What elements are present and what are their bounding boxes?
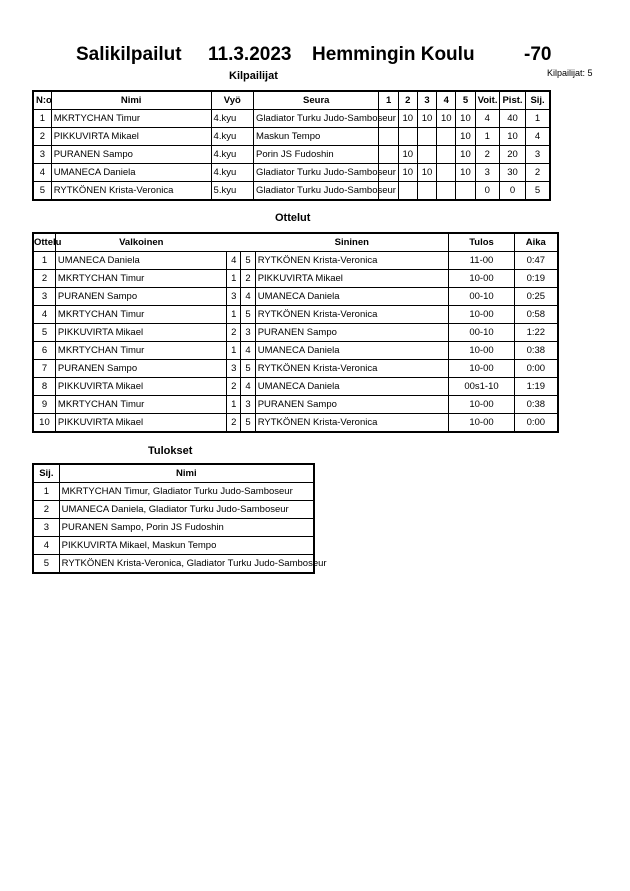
competitor-no: 2 [33, 128, 51, 146]
col-belt: Vyö [211, 91, 253, 110]
table-row [33, 306, 558, 324]
match-no: 8 [33, 378, 55, 396]
match-no: 7 [33, 360, 55, 378]
competitor-name: UMANECA Daniela [51, 164, 211, 182]
white-no: 1 [227, 342, 241, 360]
result-rank: 3 [33, 519, 59, 537]
competitor-belt: 4.kyu [211, 146, 253, 164]
match-no: 9 [33, 396, 55, 414]
rank: 1 [526, 110, 550, 128]
score-r3 [417, 182, 436, 201]
match-result: 10-00 [449, 306, 514, 324]
table-row [33, 342, 558, 360]
table-row [33, 110, 550, 128]
white-no: 1 [227, 270, 241, 288]
wins: 4 [475, 110, 499, 128]
competitor-count: Kilpailijat: 5 [547, 68, 593, 78]
col-match: Ottelu [33, 233, 55, 252]
results-table [32, 463, 327, 574]
competitor-belt: 4.kyu [211, 164, 253, 182]
competitor-belt: 4.kyu [211, 110, 253, 128]
score-r3 [417, 146, 436, 164]
competitor-name: PIKKUVIRTA Mikael [51, 128, 211, 146]
table-row [33, 288, 558, 306]
matches-table [32, 232, 559, 433]
match-result: 10-00 [449, 414, 514, 433]
white-no: 3 [227, 288, 241, 306]
score-r2: 10 [398, 110, 417, 128]
col-result-name: Nimi [59, 464, 314, 483]
competitors-header-row [33, 91, 550, 110]
table-row [33, 324, 558, 342]
match-result: 11-00 [449, 252, 514, 270]
score-r1 [379, 128, 398, 146]
match-result: 00-10 [449, 324, 514, 342]
white-fighter: PIKKUVIRTA Mikael [55, 414, 226, 433]
match-result: 00-10 [449, 288, 514, 306]
white-fighter: PURANEN Sampo [55, 288, 226, 306]
table-row [33, 555, 314, 574]
event-name: Salikilpailut [76, 44, 182, 65]
blue-no: 2 [241, 270, 255, 288]
white-no: 1 [227, 306, 241, 324]
col-blue-no [241, 233, 255, 252]
table-row [33, 483, 314, 501]
score-r4 [437, 146, 456, 164]
col-club: Seura [254, 91, 379, 110]
score-r2 [398, 182, 417, 201]
white-no: 2 [227, 414, 241, 433]
match-time: 0:19 [514, 270, 558, 288]
points: 30 [499, 164, 525, 182]
rank: 4 [526, 128, 550, 146]
match-time: 0:38 [514, 342, 558, 360]
result-name: PIKKUVIRTA Mikael, Maskun Tempo [59, 537, 314, 555]
result-rank: 4 [33, 537, 59, 555]
col-no: N:o [33, 91, 51, 110]
table-row [33, 182, 550, 201]
blue-fighter: PIKKUVIRTA Mikael [255, 270, 449, 288]
score-r3: 10 [417, 110, 436, 128]
competitor-name: PURANEN Sampo [51, 146, 211, 164]
white-no: 4 [227, 252, 241, 270]
score-r2 [398, 128, 417, 146]
weight-class: -70 [524, 44, 552, 65]
table-row [33, 501, 314, 519]
points: 0 [499, 182, 525, 201]
table-row [33, 378, 558, 396]
white-no: 2 [227, 378, 241, 396]
white-fighter: MKRTYCHAN Timur [55, 396, 226, 414]
match-result: 00s1-10 [449, 378, 514, 396]
col-r3: 3 [417, 91, 436, 110]
col-rank: Sij. [526, 91, 550, 110]
blue-fighter: RYTKÖNEN Krista-Veronica [255, 414, 449, 433]
rank: 3 [526, 146, 550, 164]
match-no: 5 [33, 324, 55, 342]
score-r4 [437, 164, 456, 182]
rank: 5 [526, 182, 550, 201]
score-r1 [379, 146, 398, 164]
col-result-rank: Sij. [33, 464, 59, 483]
score-r3: 10 [417, 164, 436, 182]
blue-fighter: RYTKÖNEN Krista-Veronica [255, 306, 449, 324]
competitor-club: Maskun Tempo [254, 128, 379, 146]
match-time: 0:38 [514, 396, 558, 414]
table-row [33, 128, 550, 146]
score-r4: 10 [437, 110, 456, 128]
event-date: 11.3.2023 [208, 44, 292, 65]
blue-no: 4 [241, 288, 255, 306]
blue-no: 5 [241, 360, 255, 378]
col-name: Nimi [51, 91, 211, 110]
col-blue: Sininen [255, 233, 449, 252]
blue-fighter: RYTKÖNEN Krista-Veronica [255, 252, 449, 270]
competitor-belt: 5.kyu [211, 182, 253, 201]
match-no: 4 [33, 306, 55, 324]
col-white-no [227, 233, 241, 252]
competitors-section-title: Kilpailijat [229, 70, 278, 82]
match-time: 0:47 [514, 252, 558, 270]
col-white: Valkoinen [55, 233, 226, 252]
table-row [33, 396, 558, 414]
score-r3 [417, 128, 436, 146]
match-no: 2 [33, 270, 55, 288]
competitor-club: Gladiator Turku Judo-Samboseur [254, 182, 379, 201]
points: 10 [499, 128, 525, 146]
col-time: Aika [514, 233, 558, 252]
match-time: 1:22 [514, 324, 558, 342]
score-r5 [456, 182, 475, 201]
blue-no: 4 [241, 378, 255, 396]
score-r2: 10 [398, 146, 417, 164]
blue-fighter: PURANEN Sampo [255, 396, 449, 414]
points: 20 [499, 146, 525, 164]
match-time: 0:00 [514, 414, 558, 433]
score-r4 [437, 182, 456, 201]
competitor-no: 1 [33, 110, 51, 128]
blue-fighter: UMANECA Daniela [255, 378, 449, 396]
blue-fighter: UMANECA Daniela [255, 288, 449, 306]
score-r5: 10 [456, 110, 475, 128]
result-rank: 2 [33, 501, 59, 519]
competitor-club: Porin JS Fudoshin [254, 146, 379, 164]
table-row [33, 414, 558, 433]
white-fighter: MKRTYCHAN Timur [55, 270, 226, 288]
match-no: 3 [33, 288, 55, 306]
white-fighter: MKRTYCHAN Timur [55, 306, 226, 324]
result-name: PURANEN Sampo, Porin JS Fudoshin [59, 519, 314, 537]
wins: 3 [475, 164, 499, 182]
blue-no: 5 [241, 252, 255, 270]
match-no: 6 [33, 342, 55, 360]
table-row [33, 519, 314, 537]
blue-fighter: PURANEN Sampo [255, 324, 449, 342]
match-no: 10 [33, 414, 55, 433]
match-result: 10-00 [449, 270, 514, 288]
match-time: 0:25 [514, 288, 558, 306]
competitor-no: 3 [33, 146, 51, 164]
table-row [33, 360, 558, 378]
points: 40 [499, 110, 525, 128]
blue-no: 3 [241, 324, 255, 342]
blue-no: 5 [241, 414, 255, 433]
match-time: 0:58 [514, 306, 558, 324]
rank: 2 [526, 164, 550, 182]
blue-no: 5 [241, 306, 255, 324]
white-fighter: MKRTYCHAN Timur [55, 342, 226, 360]
result-name: MKRTYCHAN Timur, Gladiator Turku Judo-Samboseur [59, 483, 314, 501]
score-r5: 10 [456, 128, 475, 146]
wins: 0 [475, 182, 499, 201]
match-time: 0:00 [514, 360, 558, 378]
white-fighter: PURANEN Sampo [55, 360, 226, 378]
competitor-belt: 4.kyu [211, 128, 253, 146]
results-section-title: Tulokset [148, 445, 193, 457]
match-result: 10-00 [449, 342, 514, 360]
event-venue: Hemmingin Koulu [312, 44, 475, 65]
col-r4: 4 [437, 91, 456, 110]
result-name: UMANECA Daniela, Gladiator Turku Judo-Samboseur [59, 501, 314, 519]
matches-header-row [33, 233, 558, 252]
table-row [33, 252, 558, 270]
blue-fighter: UMANECA Daniela [255, 342, 449, 360]
score-r5: 10 [456, 164, 475, 182]
result-name: RYTKÖNEN Krista-Veronica, Gladiator Turku Judo-Samboseur [59, 555, 314, 574]
competitor-name: MKRTYCHAN Timur [51, 110, 211, 128]
competitor-no: 4 [33, 164, 51, 182]
competitor-club: Gladiator Turku Judo-Samboseur [254, 164, 379, 182]
wins: 1 [475, 128, 499, 146]
score-r2: 10 [398, 164, 417, 182]
match-result: 10-00 [449, 396, 514, 414]
white-no: 1 [227, 396, 241, 414]
competitor-no: 5 [33, 182, 51, 201]
match-result: 10-00 [449, 360, 514, 378]
competitors-table [32, 90, 551, 201]
blue-no: 4 [241, 342, 255, 360]
results-header-row [33, 464, 314, 483]
score-r4 [437, 128, 456, 146]
wins: 2 [475, 146, 499, 164]
white-fighter: UMANECA Daniela [55, 252, 226, 270]
blue-fighter: RYTKÖNEN Krista-Veronica [255, 360, 449, 378]
white-fighter: PIKKUVIRTA Mikael [55, 378, 226, 396]
white-no: 2 [227, 324, 241, 342]
white-fighter: PIKKUVIRTA Mikael [55, 324, 226, 342]
result-rank: 5 [33, 555, 59, 574]
col-r1: 1 [379, 91, 398, 110]
match-no: 1 [33, 252, 55, 270]
table-row [33, 164, 550, 182]
col-r5: 5 [456, 91, 475, 110]
table-row [33, 537, 314, 555]
result-rank: 1 [33, 483, 59, 501]
match-time: 1:19 [514, 378, 558, 396]
col-wins: Voit. [475, 91, 499, 110]
white-no: 3 [227, 360, 241, 378]
col-result: Tulos [449, 233, 514, 252]
competitor-name: RYTKÖNEN Krista-Veronica [51, 182, 211, 201]
col-r2: 2 [398, 91, 417, 110]
matches-section-title: Ottelut [275, 212, 311, 224]
table-row [33, 270, 558, 288]
blue-no: 3 [241, 396, 255, 414]
table-row [33, 146, 550, 164]
col-points: Pist. [499, 91, 525, 110]
score-r5: 10 [456, 146, 475, 164]
competitor-club: Gladiator Turku Judo-Samboseur [254, 110, 379, 128]
